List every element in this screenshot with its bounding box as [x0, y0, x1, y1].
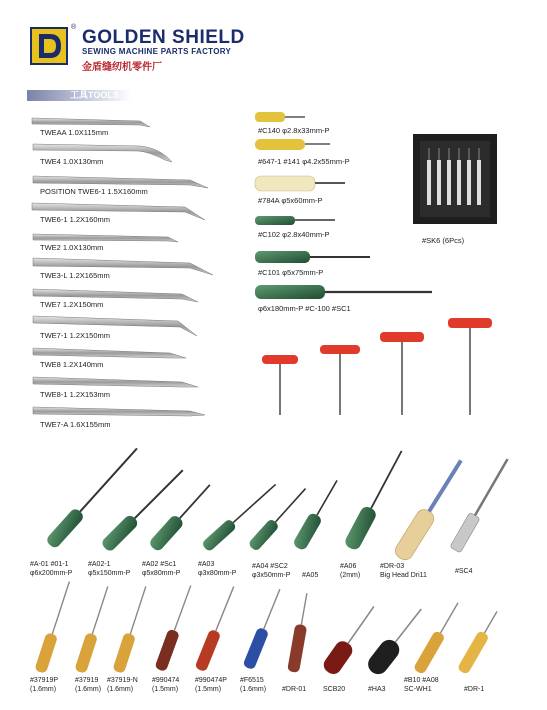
tweezer-twe2	[33, 234, 178, 242]
tweezer-label: TWE8 1.2X140mm	[40, 360, 104, 369]
small-driver-label: #647-1 #141 φ4.2x55mm-P	[258, 157, 350, 166]
small-driver-label: #C101 φ5x75mm-P	[258, 268, 324, 277]
section-title: 工具TOOLS	[70, 90, 119, 100]
tweezer-label: TWE2 1.0X130mm	[40, 243, 104, 252]
row2-label: #A03 φ3x80mm-P	[198, 561, 237, 577]
row3-label: #990474 (1.5mm)	[152, 677, 180, 693]
small-driver-label: #C102 φ2.8x40mm-P	[258, 230, 330, 239]
row3-label: #B10 #A08 SC-WH1	[404, 677, 439, 693]
row2-label: #A06 (2mm)	[340, 563, 361, 579]
row3-label: #37919 (1.6mm)	[75, 677, 102, 693]
tweezer-label: POSITION TWE6-1 1.5X160mm	[40, 187, 148, 196]
row2-label: #A05	[302, 572, 319, 579]
set-label: #SK6 (6Pcs)	[422, 236, 465, 245]
tweezer-label: TWE7-A 1.6X155mm	[40, 420, 111, 429]
sk6-set-case	[413, 134, 497, 224]
brand-name: GOLDEN SHIELD	[82, 27, 245, 48]
row3-label: #990474P (1.5mm)	[195, 677, 227, 693]
row3-label: #DR-1	[464, 686, 485, 693]
registered-mark: ®	[71, 24, 77, 31]
row2-label: #DR-03 Big Head Dri11	[380, 563, 427, 579]
t-handle-keys-group	[262, 318, 492, 415]
brand-chinese-name: 金盾缝纫机零件厂	[82, 62, 162, 73]
row3-label: SCB20	[323, 686, 346, 693]
tweezer-label: TWEAA 1.0X115mm	[40, 128, 109, 137]
tweezer-label: TWE6-1 1.2X160mm	[40, 215, 111, 224]
row3-label: #F6515 (1.6mm)	[240, 677, 267, 693]
row2-label: #A02 #Sc1 φ5x80mm-P	[142, 561, 181, 577]
row3-label: #DR-01	[282, 686, 307, 693]
row2-label: #A-01 #01-1 φ6x200mm-P	[30, 561, 73, 577]
row3-drivers-group	[34, 580, 502, 678]
row2-screwdrivers-group	[45, 444, 513, 563]
small-driver-label: #C140 φ2.8x33mm-P	[258, 126, 330, 135]
tweezer-label: TWE3-L 1.2X165mm	[40, 271, 110, 280]
row3-label: #37919-N (1.6mm)	[107, 677, 138, 693]
tweezer-label: TWE7-1 1.2X150mm	[40, 331, 111, 340]
small-driver-label: φ6x180mm-P #C-100 #SC1	[258, 304, 351, 313]
brand-subtitle: SEWING MACHINE PARTS FACTORY	[82, 47, 232, 56]
row2-label: #A02-1 φ5x150mm-P	[88, 561, 131, 577]
tweezer-label: TWE8-1 1.2X153mm	[40, 390, 111, 399]
tweezer-tweaa	[32, 118, 150, 127]
tweezer-twe8-1	[33, 377, 198, 387]
tweezer-twe8	[33, 348, 186, 358]
row3-label: #HA3	[368, 686, 386, 693]
small-driver-label: #784A φ5x60mm-P	[258, 196, 323, 205]
row2-label: #A04 #SC2 φ3x50mm-P	[252, 563, 291, 579]
tweezer-label: TWE4 1.0X130mm	[40, 157, 104, 166]
row2-label: #SC4	[455, 568, 473, 575]
tweezer-twe7-a	[33, 407, 205, 416]
row3-label: #37919P (1.6mm)	[30, 677, 59, 693]
tweezer-label: TWE7 1.2X150mm	[40, 300, 104, 309]
